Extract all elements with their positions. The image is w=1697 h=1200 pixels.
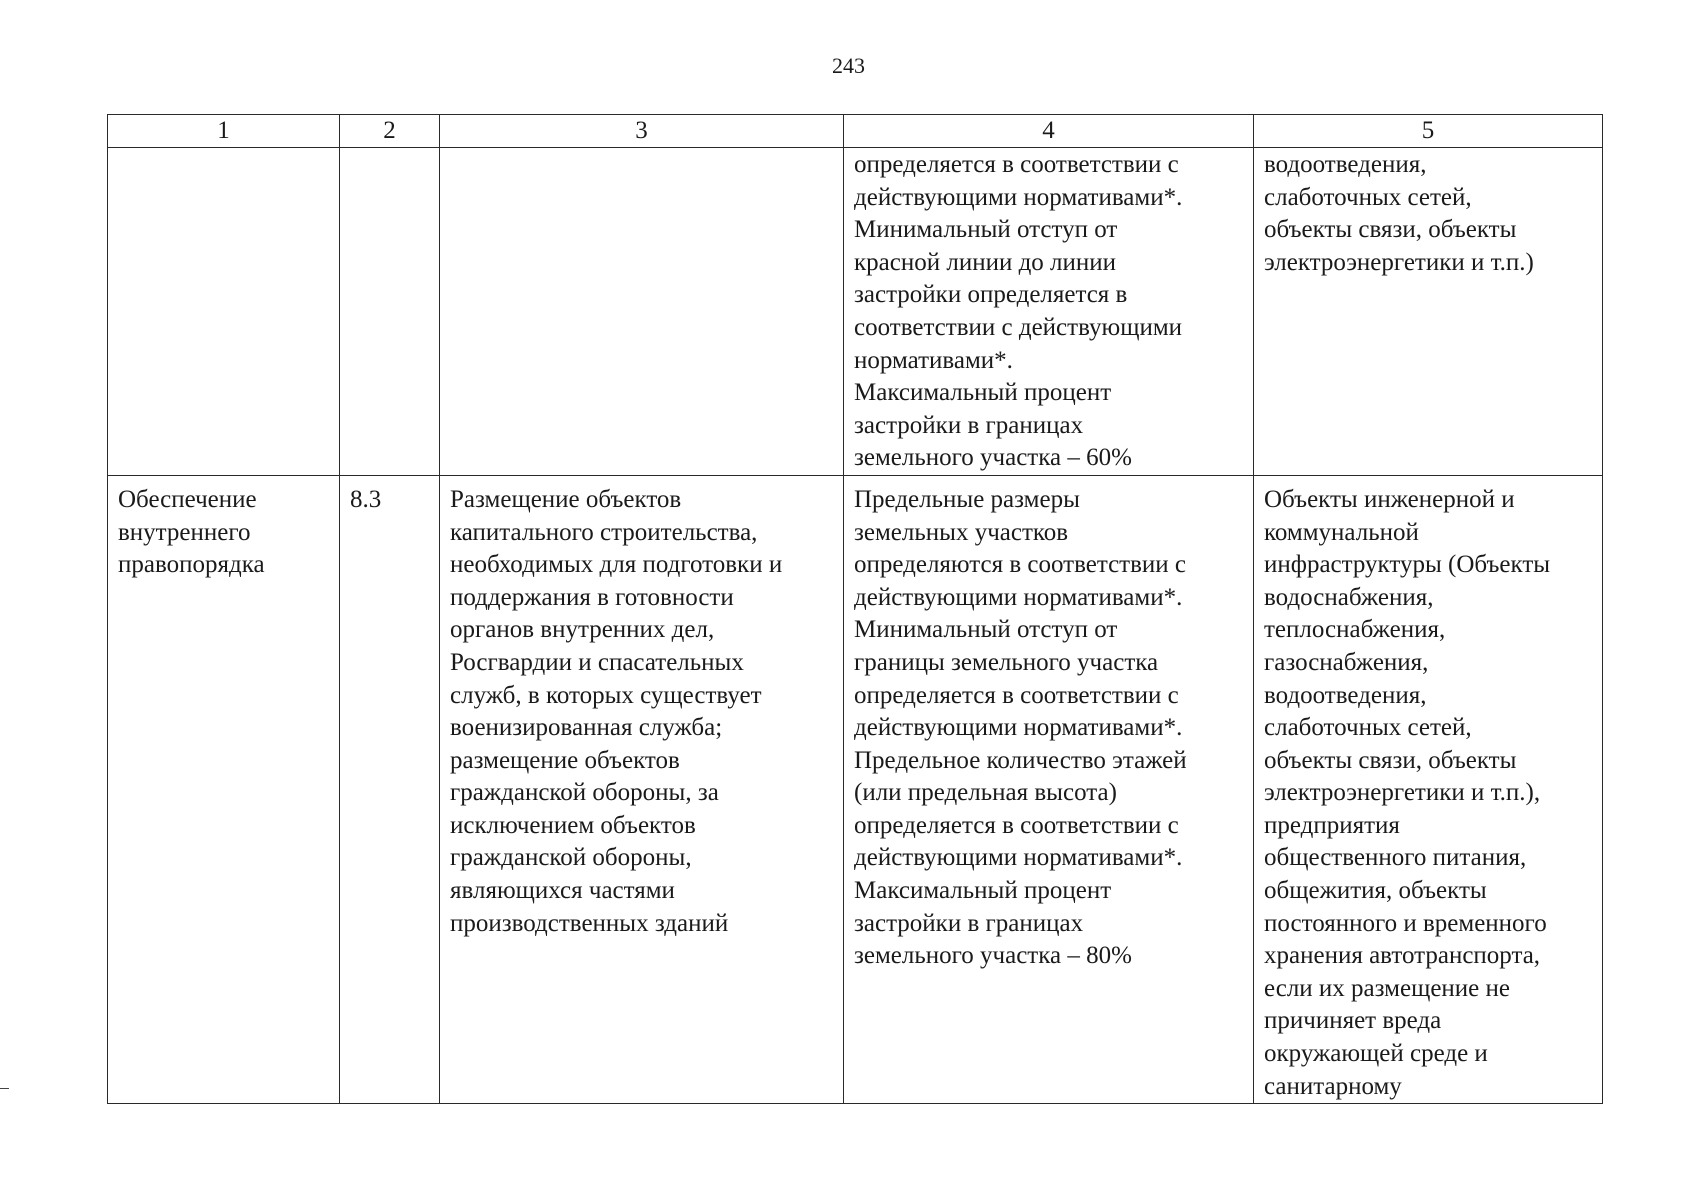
cell-text-line: Минимальный отступ от [854, 216, 1118, 244]
header-col-2: 2 [340, 115, 440, 148]
cell-text-line: предприятия [1264, 811, 1400, 839]
header-row [108, 115, 1603, 148]
cell-text-line: объекты связи, объекты [1264, 216, 1517, 244]
cell-text-line: если их размещение не [1264, 974, 1511, 1002]
cell-text-line: являющихся частями [450, 877, 675, 905]
cell-text-line: Максимальный процент [854, 877, 1112, 905]
table-row-continuation [108, 148, 1603, 476]
cell-text-line: хранения автотранспорта, [1264, 942, 1541, 970]
cell-text-line: Обеспечение [118, 485, 257, 513]
cell-text-line: исключением объектов [450, 811, 696, 839]
cell-text-line: границы земельного участка [854, 648, 1159, 676]
cell-parameters [844, 475, 1254, 1103]
cell-text-line: военизированная служба; [450, 714, 723, 742]
header-col-3: 3 [440, 115, 844, 148]
cell-description [440, 475, 844, 1103]
cell-text-line: газоснабжения, [1264, 648, 1429, 676]
cell-text-line: окружающей среде и [1264, 1040, 1488, 1068]
cell-text-line: застройки в границах [854, 411, 1084, 439]
cell-text-line: определяется в соответствии с [854, 681, 1179, 709]
cell-text-line: определяется в соответствии с [854, 811, 1179, 839]
header-col-4: 4 [844, 115, 1254, 148]
cell-text-line: водоотведения, [1264, 681, 1427, 709]
cell-auxiliary-uses [1254, 148, 1603, 476]
cell-text-line: слаботочных сетей, [1264, 183, 1472, 211]
cell-text-line: Предельные размеры [854, 485, 1080, 513]
cell-text-line: соответствии с действующими [854, 313, 1183, 341]
page-number: 243 [832, 53, 865, 78]
cell-text-line: земельного участка – 80% [854, 942, 1132, 970]
header-col-5: 5 [1254, 115, 1603, 148]
cell-text-line: (или предельная высота) [854, 779, 1117, 807]
cell-text-line: застройки в границах [854, 909, 1084, 937]
cell-use-name [108, 475, 340, 1103]
cell-text-line: гражданской обороны, [450, 844, 692, 872]
header-col-1: 1 [108, 115, 340, 148]
cell-code [340, 148, 440, 476]
cell-text-line: 8.3 [350, 485, 382, 513]
margin-mark [0, 1088, 9, 1089]
cell-text-line: постоянного и временного [1264, 909, 1547, 937]
cell-text-line: служб, в которых существует [450, 681, 762, 709]
cell-text-line: водоснабжения, [1264, 583, 1434, 611]
cell-text-line: внутреннего [118, 518, 251, 546]
cell-text-line: Максимальный процент [854, 379, 1112, 407]
cell-text-line: определяется в соответствии с [854, 151, 1179, 178]
cell-text-line: определяются в соответствии с [854, 551, 1187, 579]
cell-text-line: электроэнергетики и т.п.), [1264, 779, 1541, 807]
cell-text-line: коммунальной [1264, 518, 1419, 546]
cell-text-line: Предельное количество этажей [854, 746, 1187, 774]
cell-text-line: слаботочных сетей, [1264, 714, 1472, 742]
cell-text-line: водоотведения, [1264, 151, 1427, 178]
cell-text-line: инфраструктуры (Объекты [1264, 551, 1551, 579]
cell-text-line: причиняет вреда [1264, 1007, 1442, 1035]
table-row-internal-order [108, 475, 1603, 1103]
cell-text-line: правопорядка [118, 551, 265, 579]
land-use-table [107, 114, 1603, 1104]
cell-text-line: Минимальный отступ от [854, 616, 1118, 644]
cell-text-line: Размещение объектов [450, 485, 682, 513]
cell-text-line: санитарному [1264, 1072, 1402, 1100]
cell-use-name [108, 148, 340, 476]
cell-text-line: органов внутренних дел, [450, 616, 715, 644]
cell-text-line: действующими нормативами*. [854, 844, 1183, 872]
cell-text-line: Росгвардии и спасательных [450, 648, 744, 676]
cell-text-line: производственных зданий [450, 909, 729, 937]
cell-auxiliary-uses [1254, 475, 1603, 1103]
cell-text-line: гражданской обороны, за [450, 779, 719, 807]
cell-text-line: электроэнергетики и т.п.) [1264, 248, 1534, 276]
cell-text-line: действующими нормативами*. [854, 583, 1183, 611]
cell-parameters [844, 148, 1254, 476]
cell-text-line: размещение объектов [450, 746, 680, 774]
cell-text-line: нормативами*. [854, 346, 1013, 374]
cell-text-line: застройки определяется в [854, 281, 1128, 309]
cell-description [440, 148, 844, 476]
cell-text-line: земельного участка – 60% [854, 444, 1132, 472]
cell-text-line: теплоснабжения, [1264, 616, 1446, 644]
cell-text-line: действующими нормативами*. [854, 714, 1183, 742]
cell-text-line: общественного питания, [1264, 844, 1527, 872]
cell-text-line: капитального строительства, [450, 518, 758, 546]
cell-text-line: общежития, объекты [1264, 877, 1487, 905]
cell-text-line: объекты связи, объекты [1264, 746, 1517, 774]
cell-text-line: красной линии до линии [854, 248, 1117, 276]
cell-text-line: поддержания в готовности [450, 583, 734, 611]
cell-code [340, 475, 440, 1103]
cell-text-line: земельных участков [854, 518, 1069, 546]
cell-text-line: необходимых для подготовки и [450, 551, 783, 579]
cell-text-line: действующими нормативами*. [854, 183, 1183, 211]
cell-text-line: Объекты инженерной и [1264, 485, 1515, 513]
